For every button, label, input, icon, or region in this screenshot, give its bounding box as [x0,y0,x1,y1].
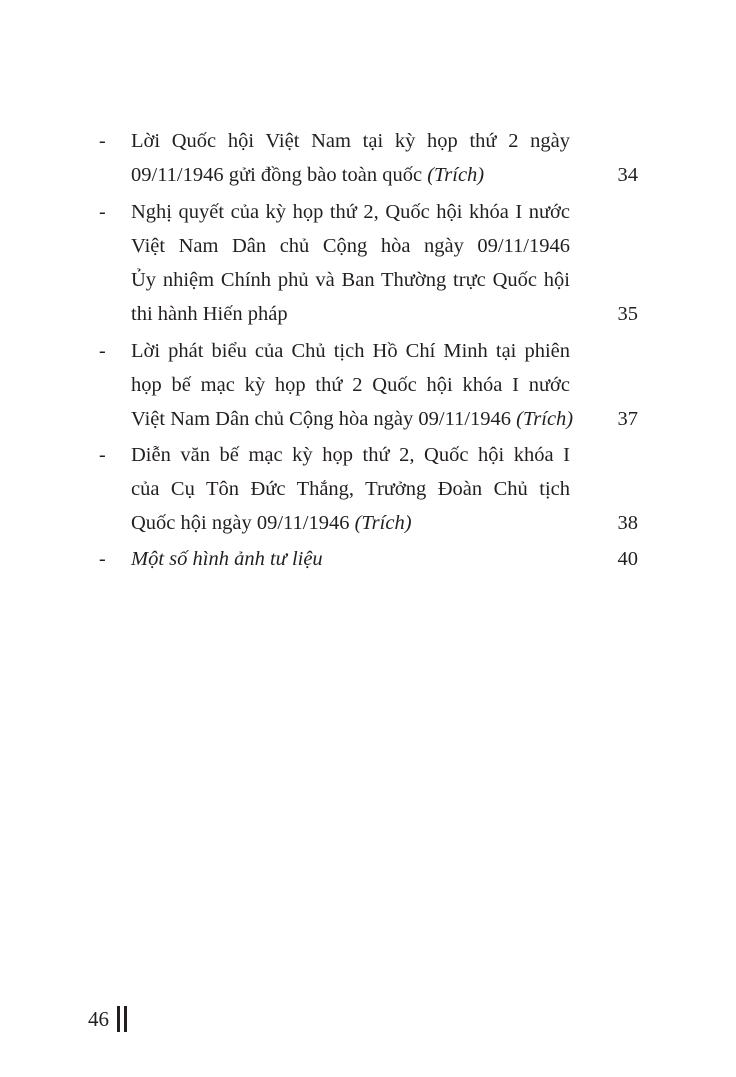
toc-line: Lời phát biểu của Chủ tịch Hồ Chí Minh tại phiên [131,340,570,362]
toc-entry-title [131,334,574,436]
toc-page-number: 34 [617,164,638,186]
toc-bullet: - [99,444,106,466]
toc-page-number: 40 [617,548,638,570]
toc-line: Nghị quyết của kỳ họp thứ 2, Quốc hội khóa I nước [131,201,570,223]
double-bar-ornament-icon [117,1006,127,1032]
page-footer [88,1000,127,1038]
footer-page-number: 46 [88,1007,109,1031]
toc-line: 09/11/1946 gửi đồng bào toàn quốc (Trích) [131,164,485,186]
toc-entry-title [131,195,570,331]
toc-entry-title [131,124,570,192]
toc-line: Việt Nam Dân chủ Cộng hòa ngày 09/11/1946 (Trích) [131,408,574,430]
toc-line-italic: (Trích) [427,164,485,186]
toc-line-italic: Một số hình ảnh tư liệu [131,548,323,570]
toc-line: của Cụ Tôn Đức Thắng, Trưởng Đoàn Chủ tịch [131,478,570,500]
toc-bullet: - [99,548,106,570]
toc-entry-title [131,438,570,540]
toc-line [131,542,570,576]
toc-line: Việt Nam Dân chủ Cộng hòa ngày 09/11/1946 [131,235,570,257]
toc-line: thi hành Hiến pháp [131,303,288,325]
toc-line: Quốc hội ngày 09/11/1946 (Trích) [131,512,412,534]
toc-page-number: 38 [617,512,638,534]
toc-entry-title [131,542,570,576]
toc-line: họp bế mạc kỳ họp thứ 2 Quốc hội khóa I nước [131,374,570,396]
toc-page-number: 37 [617,408,638,430]
toc-line: Diễn văn bế mạc kỳ họp thứ 2, Quốc hội khóa I [131,444,570,466]
toc-line-italic: (Trích) [516,408,574,430]
toc-bullet: - [99,201,106,223]
toc-bullet: - [99,130,106,152]
ornament-bar [124,1006,127,1032]
toc-page-number: 35 [617,303,638,325]
toc-line: Ủy nhiệm Chính phủ và Ban Thường trực Quốc hội [131,269,570,291]
ornament-bar [117,1006,120,1032]
toc-line-italic: (Trích) [354,512,412,534]
toc-bullet: - [99,340,106,362]
toc-line: Lời Quốc hội Việt Nam tại kỳ họp thứ 2 ngày [131,130,570,152]
